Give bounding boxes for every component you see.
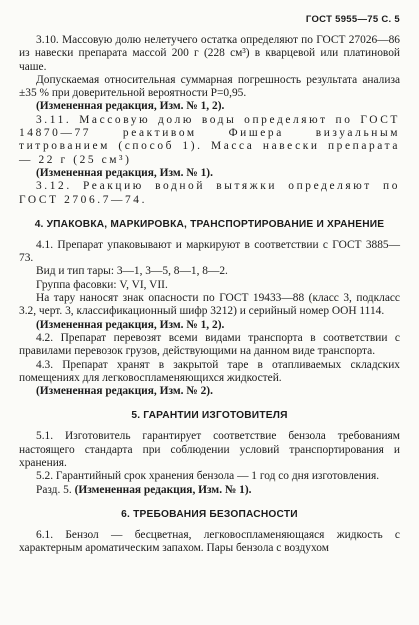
- paragraph: Группа фасовки: V, VI, VII.: [36, 278, 168, 291]
- section-heading: 5. ГАРАНТИИ ИЗГОТОВИТЕЛЯ: [131, 410, 288, 422]
- paragraph: 5.2. Гарантийный срок хранения бензола — 1 год со дня изготовления.: [36, 470, 380, 483]
- paragraph: 5.1. Изготовитель гарантирует соответствие бензола требованиям настоящего стандарта при соблюдении условий транспортирования и хранения.: [19, 430, 400, 470]
- paragraph: 4.2. Препарат перевозят всеми видами транспорта в соответствии с правилами перевозок грузов, действующими на данном виде транспорта.: [19, 331, 400, 358]
- document-body: [19, 34, 400, 556]
- paragraph: 6.1. Бензол — бесцветная, легковоспламеняющаяся жидкость с характерным ароматическим запахом. Пары бензола с воздухом: [19, 528, 400, 555]
- amendment-note: [19, 484, 400, 497]
- paragraph: Допускаемая относительная суммарная погрешность результата анализа ±35 % при доверительной вероятности P=0,95.: [19, 73, 400, 100]
- paragraph: На тару наносят знак опасности по ГОСТ 19433—88 (класс 3, подкласс 3.2, черт. 3, классификационный шифр 3212) и серийный номер ООН 1114.: [19, 292, 400, 318]
- amendment-text: (Измененная редакция, Изм. № 1).: [74, 483, 252, 496]
- page-header: ГОСТ 5955—75 С. 5: [305, 14, 400, 25]
- amendment-note: (Измененная редакция, Изм. № 1, 2).: [36, 318, 225, 331]
- section-heading: 4. УПАКОВКА, МАРКИРОВКА, ТРАНСПОРТИРОВАНИЕ И ХРАНЕНИЕ: [34, 218, 385, 230]
- amendment-note: (Измененная редакция, Изм. № 2).: [36, 385, 213, 398]
- paragraph: Вид и тип тары: 3—1, 3—5, 8—1, 8—2.: [36, 265, 228, 278]
- amendment-note: (Измененная редакция, Изм. № 1).: [36, 166, 213, 179]
- amendment-note: (Измененная редакция, Изм. № 1, 2).: [36, 100, 225, 113]
- section-heading: 6. ТРЕБОВАНИЯ БЕЗОПАСНОСТИ: [121, 508, 298, 520]
- paragraph: 4.3. Препарат хранят в закрытой таре в отапливаемых складских помещениях для легковоспламеняющихся жидкостей.: [19, 358, 400, 384]
- paragraph: 4.1. Препарат упаковывают и маркируют в соответствии с ГОСТ 3885—73.: [19, 238, 400, 265]
- paragraph: 3.10. Массовую долю нелетучего остатка определяют по ГОСТ 27026—86 из навески препарата массой 200 г (228 см³) в кварцевой или платиновой чаше.: [19, 34, 400, 73]
- amendment-prefix: Разд. 5.: [36, 483, 75, 496]
- paragraph: 3.12. Реакцию водной вытяжки определяют по ГОСТ 2706.7—74.: [19, 180, 400, 206]
- paragraph: 3.11. Массовую долю воды определяют по ГОСТ 14870—77 реактивом Фишера визуальным титрованием (способ 1). Масса навески препарата — 22 г (25 см³): [19, 113, 400, 166]
